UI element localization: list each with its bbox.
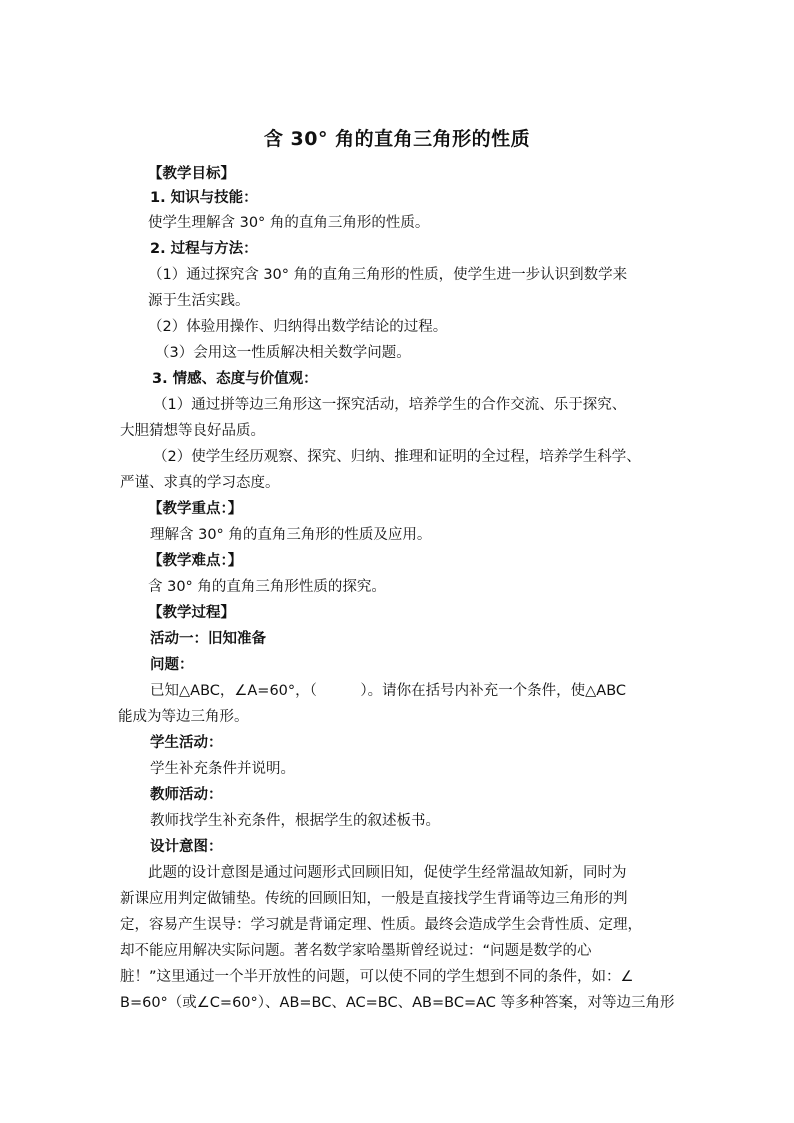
difficult-text: 含 30° 角的直角三角形性质的探究。: [148, 579, 386, 595]
key-heading: 【教学重点：】: [148, 501, 243, 517]
question-line1: 已知△ABC，∠A=60°，（ ）。请你在括号内补充一个条件，使△ABC: [150, 683, 627, 699]
design-line2: 新课应用判定做铺垫。传统的回顾旧知，一般是直接找学生背诵等边三角形的判: [120, 891, 628, 907]
student-label: 学生活动：: [150, 735, 223, 751]
design-label: 设计意图：: [150, 839, 223, 855]
goal3-item1-line2: 大胆猜想等良好品质。: [120, 423, 265, 439]
student-text: 学生补充条件并说明。: [150, 761, 295, 777]
teacher-text: 教师找学生补充条件，根据学生的叙述板书。: [150, 813, 440, 829]
goal1-heading: 1. 知识与技能：: [150, 190, 258, 206]
goal2-heading: 2. 过程与方法：: [150, 241, 258, 257]
goal3-item2-line2: 严谨、求真的学习态度。: [120, 475, 280, 491]
design-line6: B=60°（或∠C=60°）、AB=BC、AC=BC、AB=BC=AC 等多种答案，对等边三角形: [120, 995, 675, 1011]
goal2-item3: （3）会用这一性质解决相关数学问题。: [155, 345, 411, 361]
goal3-item2-line1: （2）使学生经历观察、探究、归纳、推理和证明的全过程，培养学生科学、: [153, 449, 641, 465]
key-text: 理解含 30° 角的直角三角形的性质及应用。: [150, 527, 432, 543]
goal2-item1-line1: （1）通过探究含 30° 角的直角三角形的性质，使学生进一步认识到数学来: [148, 267, 628, 283]
teacher-label: 教师活动：: [150, 787, 223, 803]
design-line5: 脏！”这里通过一个半开放性的问题，可以使不同的学生想到不同的条件，如：∠: [120, 969, 634, 985]
design-line3: 定，容易产生误导：学习就是背诵定理、性质。最终会造成学生会背性质、定理，: [120, 917, 642, 933]
goal1-text: 使学生理解含 30° 角的直角三角形的性质。: [148, 215, 430, 231]
design-line1: 此题的设计意图是通过问题形式回顾旧知，促使学生经常温故知新，同时为: [148, 865, 627, 881]
goal2-item1-line2: 源于生活实践。: [148, 293, 250, 309]
goal3-heading: 3. 情感、态度与价值观：: [152, 371, 318, 387]
difficult-heading: 【教学难点：】: [148, 553, 243, 569]
goal3-item1-line1: （1）通过拼等边三角形这一探究活动，培养学生的合作交流、乐于探究、: [153, 397, 627, 413]
page-title: 含 30° 角的直角三角形的性质: [263, 128, 531, 150]
goal2-item2: （2）体验用操作、归纳得出数学结论的过程。: [148, 319, 448, 335]
design-line4: 却不能应用解决实际问题。著名数学家哈墨斯曾经说过：“问题是数学的心: [120, 943, 592, 959]
question-label: 问题：: [150, 657, 194, 673]
process-heading: 【教学过程】: [148, 605, 235, 621]
activity1-heading: 活动一：旧知准备: [150, 631, 266, 647]
question-line2: 能成为等边三角形。: [118, 709, 249, 725]
goals-heading: 【教学目标】: [148, 166, 235, 182]
